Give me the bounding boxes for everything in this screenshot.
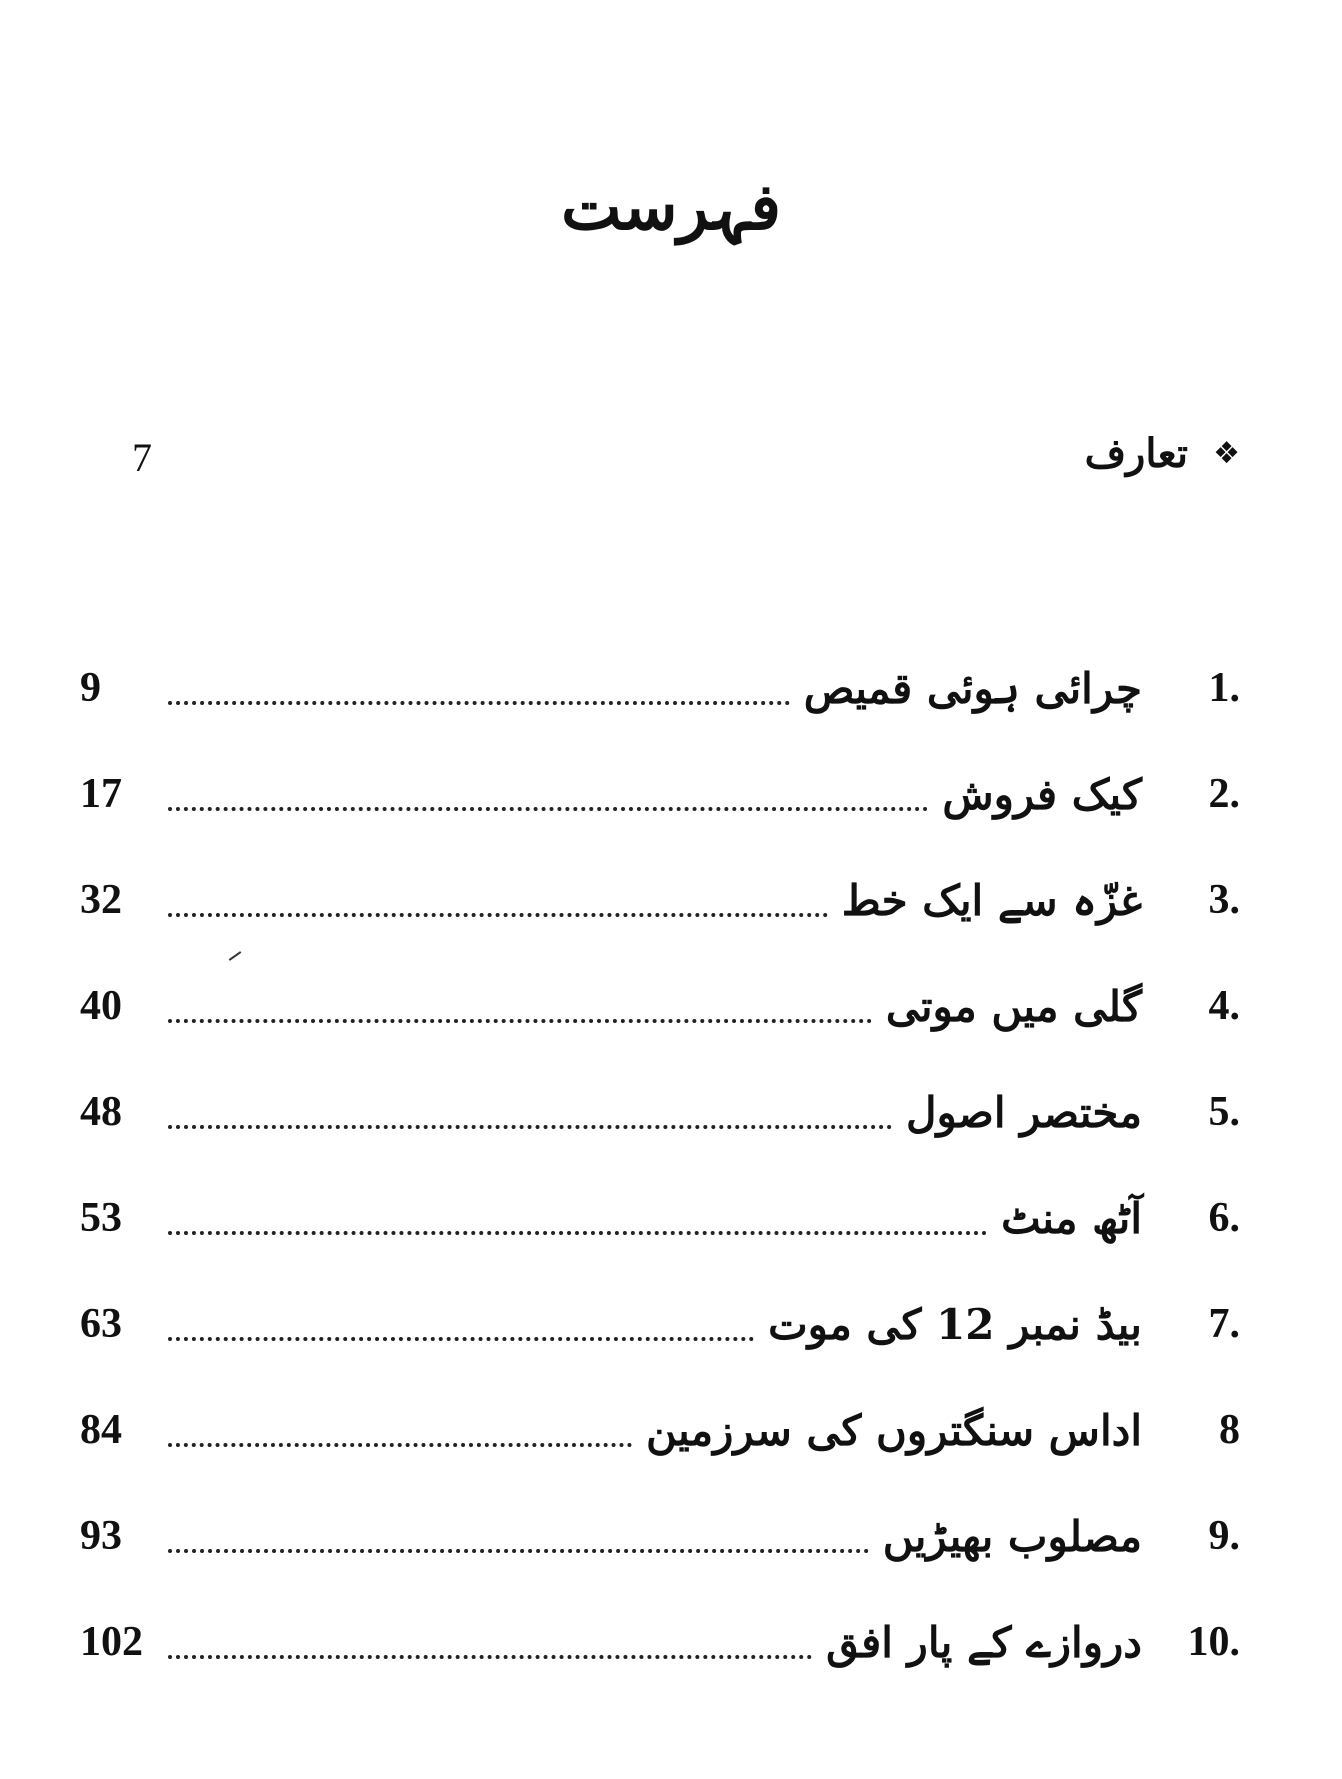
toc-entry-page: 17 [80, 771, 122, 817]
toc-entry-title: مصلوب بھیڑیں [882, 1511, 1142, 1561]
toc-entry [80, 1059, 1240, 1165]
toc-entry-page: 93 [80, 1513, 122, 1559]
dot-leader [168, 1231, 987, 1235]
dot-leader [168, 1019, 872, 1023]
toc-entry [80, 741, 1240, 847]
toc-entry-number: 10. [1187, 1619, 1240, 1665]
diamond-bullet-icon: ❖ [1213, 436, 1240, 471]
dot-leader [168, 807, 928, 811]
toc-entry-number: 7. [1208, 1301, 1240, 1347]
intro-label: تعارف [1084, 430, 1188, 477]
toc-entry-page: 63 [80, 1301, 122, 1347]
intro-entry [120, 430, 1240, 490]
toc-entry-number: 5. [1208, 1089, 1240, 1135]
toc-entry-number: 2. [1208, 771, 1240, 817]
dot-leader [168, 1549, 869, 1553]
toc-entry [80, 1165, 1240, 1271]
toc-entry-title: آٹھ منٹ [1001, 1193, 1142, 1243]
toc-entry-number: 3. [1208, 877, 1240, 923]
toc-entry-page: 102 [80, 1619, 143, 1665]
table-of-contents [80, 635, 1240, 1695]
dot-leader [168, 1125, 892, 1129]
toc-entry-number: 9. [1208, 1513, 1240, 1559]
toc-entry-page: 40 [80, 983, 122, 1029]
toc-entry-page: 84 [80, 1407, 122, 1453]
toc-entry [80, 635, 1240, 741]
page-title: فہرست [561, 170, 781, 245]
toc-entry-number: 8 [1219, 1407, 1240, 1453]
toc-entry-title: کیک فروش [942, 769, 1142, 819]
intro-page-number: 7 [132, 435, 152, 480]
dot-leader [168, 701, 790, 705]
toc-entry-title: چرائی ہوئی قمیص [803, 663, 1142, 713]
toc-entry-page: 32 [80, 877, 122, 923]
toc-entry [80, 1589, 1240, 1695]
toc-entry-page: 9 [80, 665, 101, 711]
toc-entry-page: 48 [80, 1089, 122, 1135]
toc-entry-number: 4. [1208, 983, 1240, 1029]
toc-entry-number: 6. [1208, 1195, 1240, 1241]
toc-entry-title: اداس سنگتروں کی سرزمین [645, 1405, 1142, 1455]
dot-leader [168, 1655, 812, 1659]
toc-entry [80, 1271, 1240, 1377]
toc-entry-page: 53 [80, 1195, 122, 1241]
toc-entry [80, 1483, 1240, 1589]
toc-entry [80, 1377, 1240, 1483]
toc-entry [80, 953, 1240, 1059]
dot-leader [168, 913, 828, 917]
toc-entry-number: 1. [1208, 665, 1240, 711]
toc-entry-title: گلی میں موتی [885, 981, 1142, 1031]
toc-entry-title: غزّہ سے ایک خط [841, 875, 1142, 925]
toc-entry-title: مختصر اصول [905, 1087, 1142, 1137]
toc-entry-title: بیڈ نمبر 12 کی موت [768, 1299, 1142, 1349]
dot-leader [168, 1337, 754, 1341]
toc-entry-title: دروازے کے پار افق [826, 1617, 1142, 1667]
toc-entry [80, 847, 1240, 953]
dot-leader [168, 1443, 632, 1447]
